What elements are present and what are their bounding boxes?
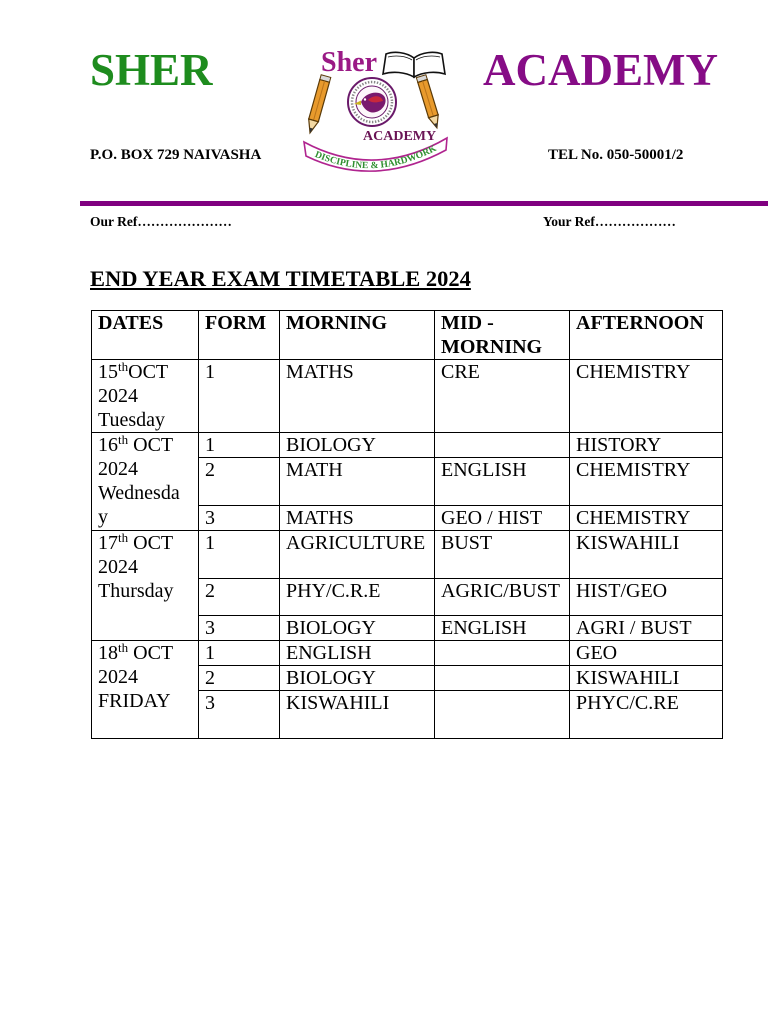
letterhead-divider <box>80 201 768 206</box>
date-text: OCT 2024 FRIDAY <box>98 642 173 712</box>
table-row <box>92 360 723 433</box>
table-row <box>92 433 723 458</box>
morning-cell: BIOLOGY <box>280 666 435 691</box>
form-cell: 2 <box>199 458 280 506</box>
pencil-icon <box>305 75 331 135</box>
afternoon-cell: HISTORY <box>570 433 723 458</box>
form-cell: 1 <box>199 360 280 433</box>
date-text: OCT 2024 Wednesday <box>98 434 180 528</box>
afternoon-cell: AGRI / BUST <box>570 616 723 641</box>
svg-text:DISCIPLINE & HARDWORK <box>313 143 439 171</box>
afternoon-cell: HIST/GEO <box>570 579 723 616</box>
open-book-icon <box>383 52 445 77</box>
column-header-mid-morning: MID - MORNING <box>435 311 570 360</box>
mid-morning-cell: GEO / HIST <box>435 506 570 531</box>
school-logo <box>302 44 452 174</box>
morning-cell: BIOLOGY <box>280 616 435 641</box>
afternoon-cell: PHYC/C.RE <box>570 691 723 739</box>
morning-cell: MATH <box>280 458 435 506</box>
date-cell <box>92 360 199 433</box>
table-header-row <box>92 311 723 360</box>
mid-morning-cell: CRE <box>435 360 570 433</box>
date-suffix: th <box>118 640 129 655</box>
column-header-afternoon: AFTERNOON <box>570 311 723 360</box>
mid-morning-cell <box>435 433 570 458</box>
date-suffix: th <box>118 359 129 374</box>
pencil-icon <box>416 75 441 130</box>
table-row <box>92 641 723 666</box>
date-day: 17 <box>98 532 118 554</box>
date-text: OCT 2024 Thursday <box>98 532 174 602</box>
mid-morning-cell <box>435 691 570 739</box>
morning-cell: PHY/C.R.E <box>280 579 435 616</box>
date-suffix: th <box>118 530 129 545</box>
mid-morning-cell: ENGLISH <box>435 458 570 506</box>
date-cell <box>92 433 199 531</box>
form-cell: 1 <box>199 641 280 666</box>
form-cell: 2 <box>199 666 280 691</box>
afternoon-cell: CHEMISTRY <box>570 360 723 433</box>
table-body <box>92 360 723 739</box>
form-cell: 3 <box>199 691 280 739</box>
date-suffix: th <box>118 432 129 447</box>
date-cell <box>92 641 199 739</box>
table-row <box>92 531 723 579</box>
column-header-morning: MORNING <box>280 311 435 360</box>
our-reference: Our Ref………………… <box>90 214 232 229</box>
form-cell: 1 <box>199 531 280 579</box>
afternoon-cell: GEO <box>570 641 723 666</box>
form-cell: 3 <box>199 616 280 641</box>
form-cell: 3 <box>199 506 280 531</box>
form-cell: 1 <box>199 433 280 458</box>
morning-cell: AGRICULTURE <box>280 531 435 579</box>
date-day: 15 <box>98 361 118 383</box>
morning-cell: MATHS <box>280 506 435 531</box>
date-text: OCT 2024 Tuesday <box>98 361 168 431</box>
afternoon-cell: KISWAHILI <box>570 666 723 691</box>
column-header-form: FORM <box>199 311 280 360</box>
morning-cell: BIOLOGY <box>280 433 435 458</box>
postal-address: P.O. BOX 729 NAIVASHA <box>90 147 262 163</box>
morning-cell: ENGLISH <box>280 641 435 666</box>
table-head <box>92 311 723 360</box>
school-name-left: SHER <box>90 45 213 95</box>
date-cell <box>92 531 199 641</box>
afternoon-cell: CHEMISTRY <box>570 458 723 506</box>
afternoon-cell: CHEMISTRY <box>570 506 723 531</box>
afternoon-cell: KISWAHILI <box>570 531 723 579</box>
morning-cell: MATHS <box>280 360 435 433</box>
school-name-right: ACADEMY <box>483 45 718 95</box>
date-day: 18 <box>98 642 118 664</box>
telephone-number: TEL No. 050-50001/2 <box>548 147 684 163</box>
mid-morning-cell: BUST <box>435 531 570 579</box>
logo-motto: DISCIPLINE & HARDWORK <box>313 143 439 172</box>
page-title: END YEAR EXAM TIMETABLE 2024 <box>90 266 471 291</box>
bird-emblem-icon <box>348 78 396 126</box>
mid-morning-cell <box>435 641 570 666</box>
logo-wordmark: Sher <box>321 47 377 78</box>
form-cell: 2 <box>199 579 280 616</box>
column-header-dates: DATES <box>92 311 199 360</box>
logo-name: ACADEMY <box>363 129 437 144</box>
mid-morning-cell <box>435 666 570 691</box>
date-day: 16 <box>98 434 118 456</box>
exam-timetable <box>91 310 723 739</box>
morning-cell: KISWAHILI <box>280 691 435 739</box>
mid-morning-cell: AGRIC/BUST <box>435 579 570 616</box>
mid-morning-cell: ENGLISH <box>435 616 570 641</box>
your-reference: Your Ref……………… <box>543 214 676 229</box>
